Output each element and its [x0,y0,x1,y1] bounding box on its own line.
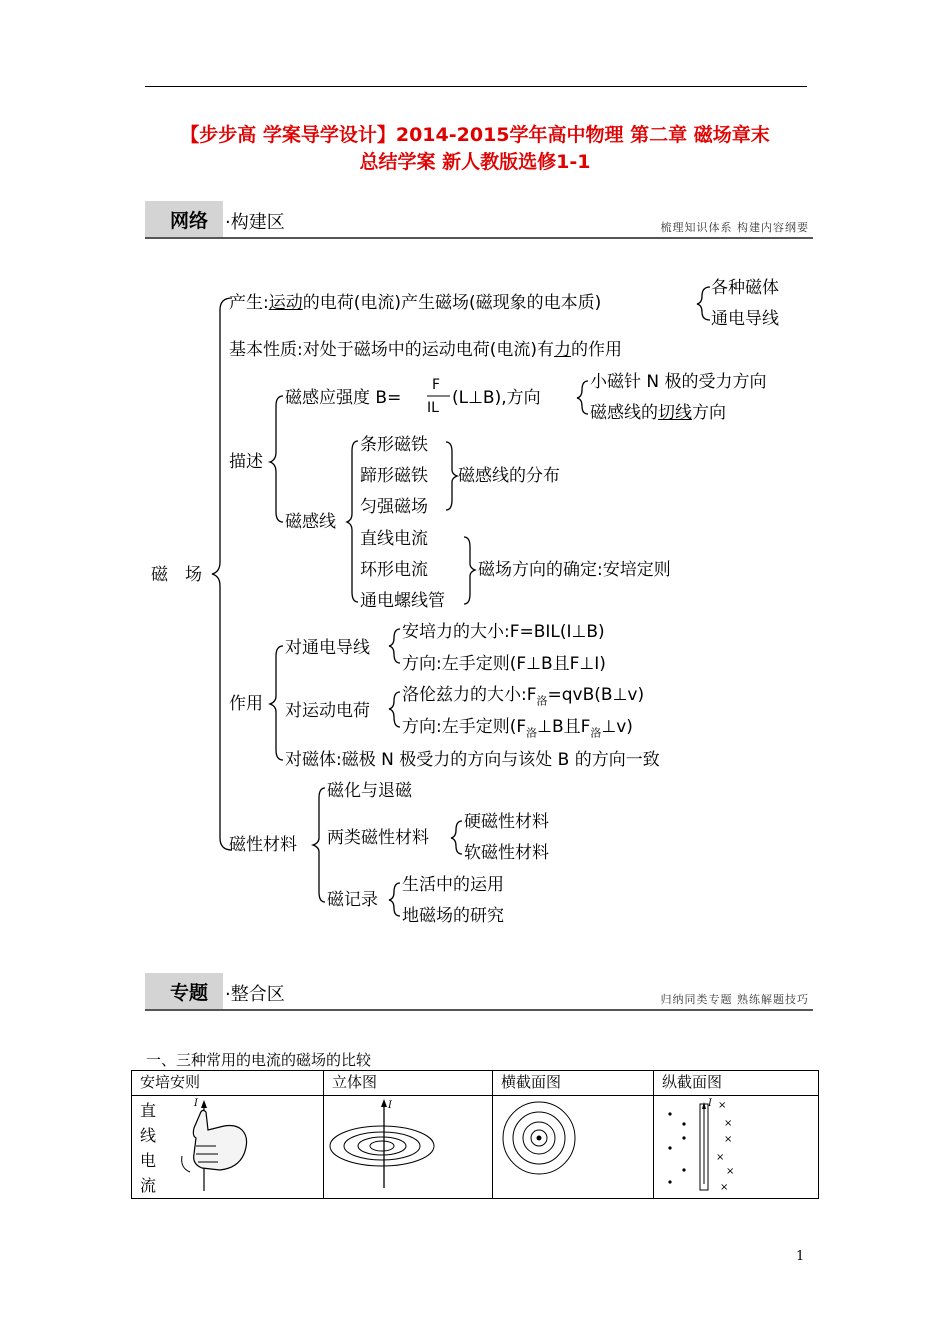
svg-text:×: × [726,1166,735,1177]
root-label: 磁 场 [151,565,202,585]
right-hand-grip-icon [172,1096,262,1194]
material-1: 磁化与退磁 [327,781,412,801]
produce-item-1: 各种磁体 [711,278,779,298]
lines-label: 磁感线 [285,512,336,532]
brace-mat2 [451,821,462,854]
svg-text:I: I [388,1100,392,1111]
brace-root [212,298,232,850]
cell-3d-view [324,1096,493,1199]
intensity-dir-1: 小磁针 N 极的受力方向 [590,372,767,392]
charge-label: 对运动电荷 [285,701,370,721]
comparison-table [131,1070,819,1199]
svg-text:×: × [720,1182,729,1193]
brace-material [313,788,325,902]
table-header: 安培安则 [132,1071,324,1096]
section-tab: 网络 [145,201,223,237]
field-3d-diagram [324,1096,484,1194]
section-subtitle: ·整合区 [225,984,285,1005]
section-hint: 归纳同类专题 熟练解题技巧 [660,993,809,1006]
current-1: 直线电流 [360,529,428,549]
section-subtitle: ·构建区 [225,212,285,233]
describe-label: 描述 [229,452,263,472]
doc-title-line1: 【步步高 学案导学设计】2014-2015学年高中物理 第二章 磁场章末 [180,124,770,146]
material-3-item-1: 生活中的运用 [402,875,504,895]
brace-wire [389,629,400,663]
longitudinal-section-diagram [654,1096,809,1194]
svg-text:I: I [708,1098,712,1109]
section-topics-header [145,973,813,1011]
brace-effect [270,646,283,760]
wire-item-2: 方向:左手定则(F⊥B且F⊥I) [402,654,606,674]
brace-charge [389,692,400,727]
current-2: 环形电流 [360,560,428,580]
material-2-item-1: 硬磁性材料 [464,812,549,832]
intensity-numerator: F [432,377,441,393]
brace-produce [697,287,710,320]
material-2-item-2: 软磁性材料 [464,843,549,863]
nature-line: 基本性质:对处于磁场中的运动电荷(电流)有力的作用 [229,340,622,360]
section-tab: 专题 [145,973,223,1009]
brace-currents [464,537,475,604]
produce-item-2: 通电导线 [711,309,779,329]
intensity-dir-2: 磁感线的切线方向 [590,403,726,423]
brace-magnets [446,442,457,510]
row-label: 直 线 电 流 [140,1101,157,1195]
produce-line: 产生:运动的电荷(电流)产生磁场(磁现象的电本质) [229,293,602,313]
svg-text:×: × [724,1118,733,1129]
material-2: 两类磁性材料 [327,828,429,848]
table-header: 纵截面图 [654,1071,819,1096]
svg-text:I: I [194,1098,198,1109]
magnet-effect: 对磁体:磁极 N 极受力的方向与该处 B 的方向一致 [285,750,660,770]
brace-mat3 [389,883,400,916]
section-rule [145,1009,813,1011]
doc-title-line2: 总结学案 新人教版选修1-1 [359,151,591,173]
charge-size: 洛伦兹力的大小$:F_洛=qvB(B\perp v)$ [402,685,645,708]
svg-text:×: × [724,1134,733,1145]
material-3: 磁记录 [327,890,378,910]
magnets-note: 磁感线的分布 [458,466,560,486]
section-hint: 梳理知识体系 构建内容纲要 [660,221,809,234]
page-number: 1 [796,1249,805,1264]
magnet-2: 蹄形磁铁 [360,466,428,486]
cell-cross-section [493,1096,654,1199]
intensity-b: (L⊥B),方向 [452,388,541,408]
cell-ampere-rule [132,1096,324,1199]
brace-lines [347,441,358,602]
wire-item-1: 安培力的大小:F=BIL(I⊥B) [402,622,605,642]
current-3: 通电螺线管 [360,591,445,611]
svg-text:×: × [716,1152,725,1163]
magnet-3: 匀强磁场 [360,497,428,517]
svg-text:×: × [718,1100,727,1111]
material-label: 磁性材料 [229,835,297,855]
cross-section-diagram [493,1096,643,1194]
charge-dir: 方向:左手定则($F_洛\perp B$且$F_洛\perp v$) [402,717,633,740]
effect-label: 作用 [229,694,263,714]
intensity-denominator: IL [427,400,439,416]
currents-note: 磁场方向的确定:安培定则 [478,560,671,580]
brace-describe [270,396,283,522]
table-header: 立体图 [324,1071,493,1096]
brace-intensity [577,381,588,414]
table-caption: 一、三种常用的电流的磁场的比较 [146,1051,372,1069]
wire-label: 对通电导线 [285,638,370,658]
intensity-a: 磁感应强度 B= [285,388,402,408]
cell-longitudinal-section [654,1096,819,1199]
material-3-item-2: 地磁场的研究 [402,906,504,926]
magnet-1: 条形磁铁 [360,435,428,455]
table-header: 横截面图 [493,1071,654,1096]
